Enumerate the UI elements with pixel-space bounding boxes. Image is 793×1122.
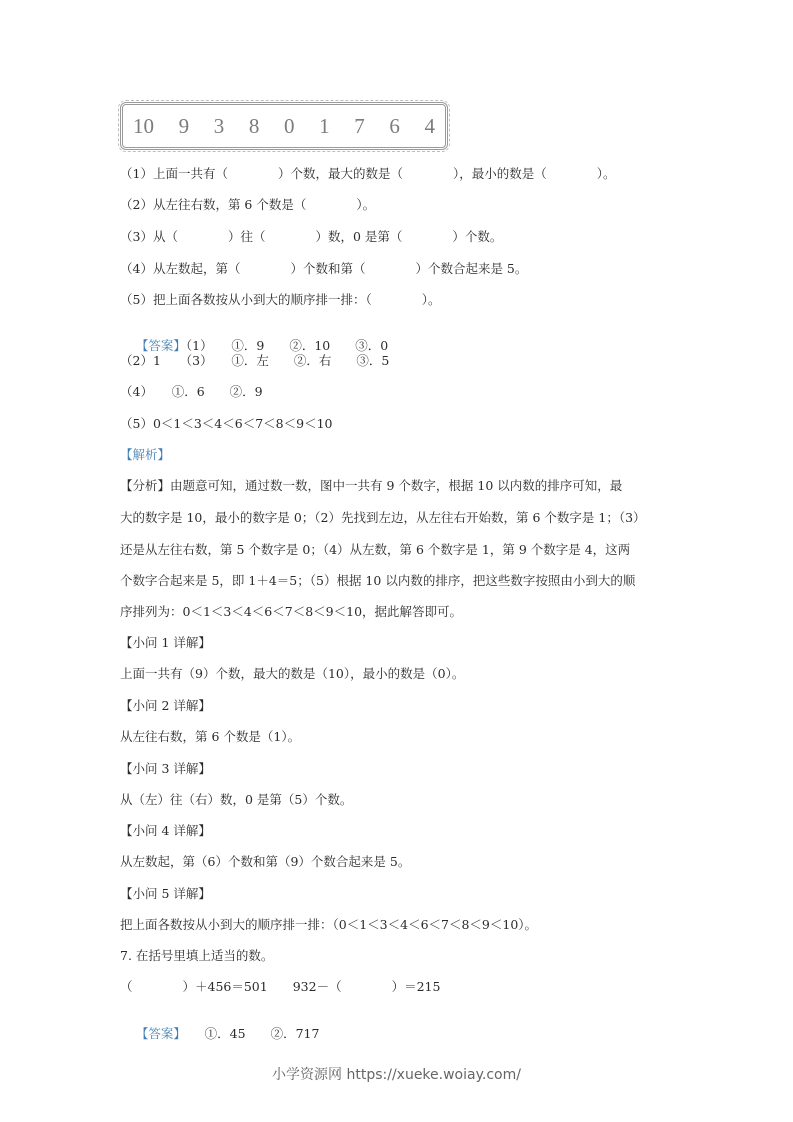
number-item: 10: [133, 113, 154, 138]
number-item: 7: [354, 113, 365, 138]
answer-label: 【答案】: [135, 338, 186, 353]
analysis-line: 个数字合起来是 5，即 1＋4＝5；（5）根据 10 以内数的排序，把这些数字按照由小到大的顺: [120, 573, 636, 588]
number-item: 9: [178, 113, 190, 138]
question-4: （4）从左数起，第（ ）个数和第（ ）个数合起来是 5。: [120, 261, 528, 276]
footer-watermark: 小学资源网 https://xueke.woiay.com/: [272, 1067, 521, 1083]
number-item: 6: [389, 113, 400, 138]
detail-text-3: 从（左）往（右）数，0 是第（5）个数。: [120, 792, 353, 807]
detail-heading-5: 【小问 5 详解】: [120, 886, 211, 901]
number-item: 3: [213, 113, 225, 138]
analysis-line: 【分析】由题意可知，通过数一数，图中一共有 9 个数字，根据 10 以内数的排序可知，最: [120, 478, 623, 493]
detail-text-4: 从左数起，第（6）个数和第（9）个数合起来是 5。: [120, 854, 411, 869]
detail-text-2: 从左往右数，第 6 个数是（1）。: [120, 729, 301, 744]
analysis-line: 还是从左往右数，第 5 个数字是 0；（4）从左数，第 6 个数字是 1，第 9 个数字是 4，这两: [120, 542, 631, 557]
answer-line-3: （4） ①．6 ②．9: [120, 384, 263, 399]
answer-line-4: （5）0＜1＜3＜4＜6＜7＜8＜9＜10: [120, 416, 333, 431]
number-item: 8: [248, 113, 260, 138]
question-2: （2）从左往右数，第 6 个数是（ ）。: [120, 197, 376, 212]
number-box: [120, 102, 448, 150]
answer-label: 【答案】: [135, 1026, 180, 1041]
answer-text: ①．45 ②．717: [179, 1026, 320, 1041]
question-1: （1）上面一共有（ ）个数，最大的数是（ ），最小的数是（ ）。: [120, 166, 616, 181]
analysis-label: 【解析】: [120, 447, 171, 462]
answer-line-2: （2）1 （3） ①．左 ②．右 ③．5: [120, 353, 390, 368]
detail-text-5: 把上面各数按从小到大的顺序排一排：（0＜1＜3＜4＜6＜7＜8＜9＜10）。: [120, 917, 538, 932]
detail-text-1: 上面一共有（9）个数，最大的数是（10），最小的数是（0）。: [120, 666, 465, 681]
detail-heading-4: 【小问 4 详解】: [120, 823, 211, 838]
question-7-title: 7. 在括号里填上适当的数。: [120, 948, 274, 963]
answer-text: （1） ①．9 ②．10 ③．0: [185, 338, 389, 353]
question-5: （5）把上面各数按从小到大的顺序排一排：（ ）。: [120, 292, 441, 307]
question-7-answer: [120, 1010, 319, 1058]
analysis-line: 序排列为：0＜1＜3＜4＜6＜7＜8＜9＜10，据此解答即可。: [120, 604, 463, 619]
question-7-equations: （ ）＋456＝501 932－（ ）＝215: [120, 979, 441, 994]
number-item: 1: [319, 113, 330, 138]
analysis-line: 大的数字是 10，最小的数字是 0；（2）先找到左边，从左往右开始数，第 6 个数字是 1；（3）: [120, 510, 646, 525]
detail-heading-3: 【小问 3 详解】: [120, 761, 211, 776]
detail-heading-1: 【小问 1 详解】: [120, 635, 211, 650]
question-3: （3）从（ ）往（ ）数，0 是第（ ）个数。: [120, 229, 503, 244]
number-item: 4: [424, 113, 435, 138]
detail-heading-2: 【小问 2 详解】: [120, 698, 211, 713]
number-item: 0: [284, 113, 295, 138]
